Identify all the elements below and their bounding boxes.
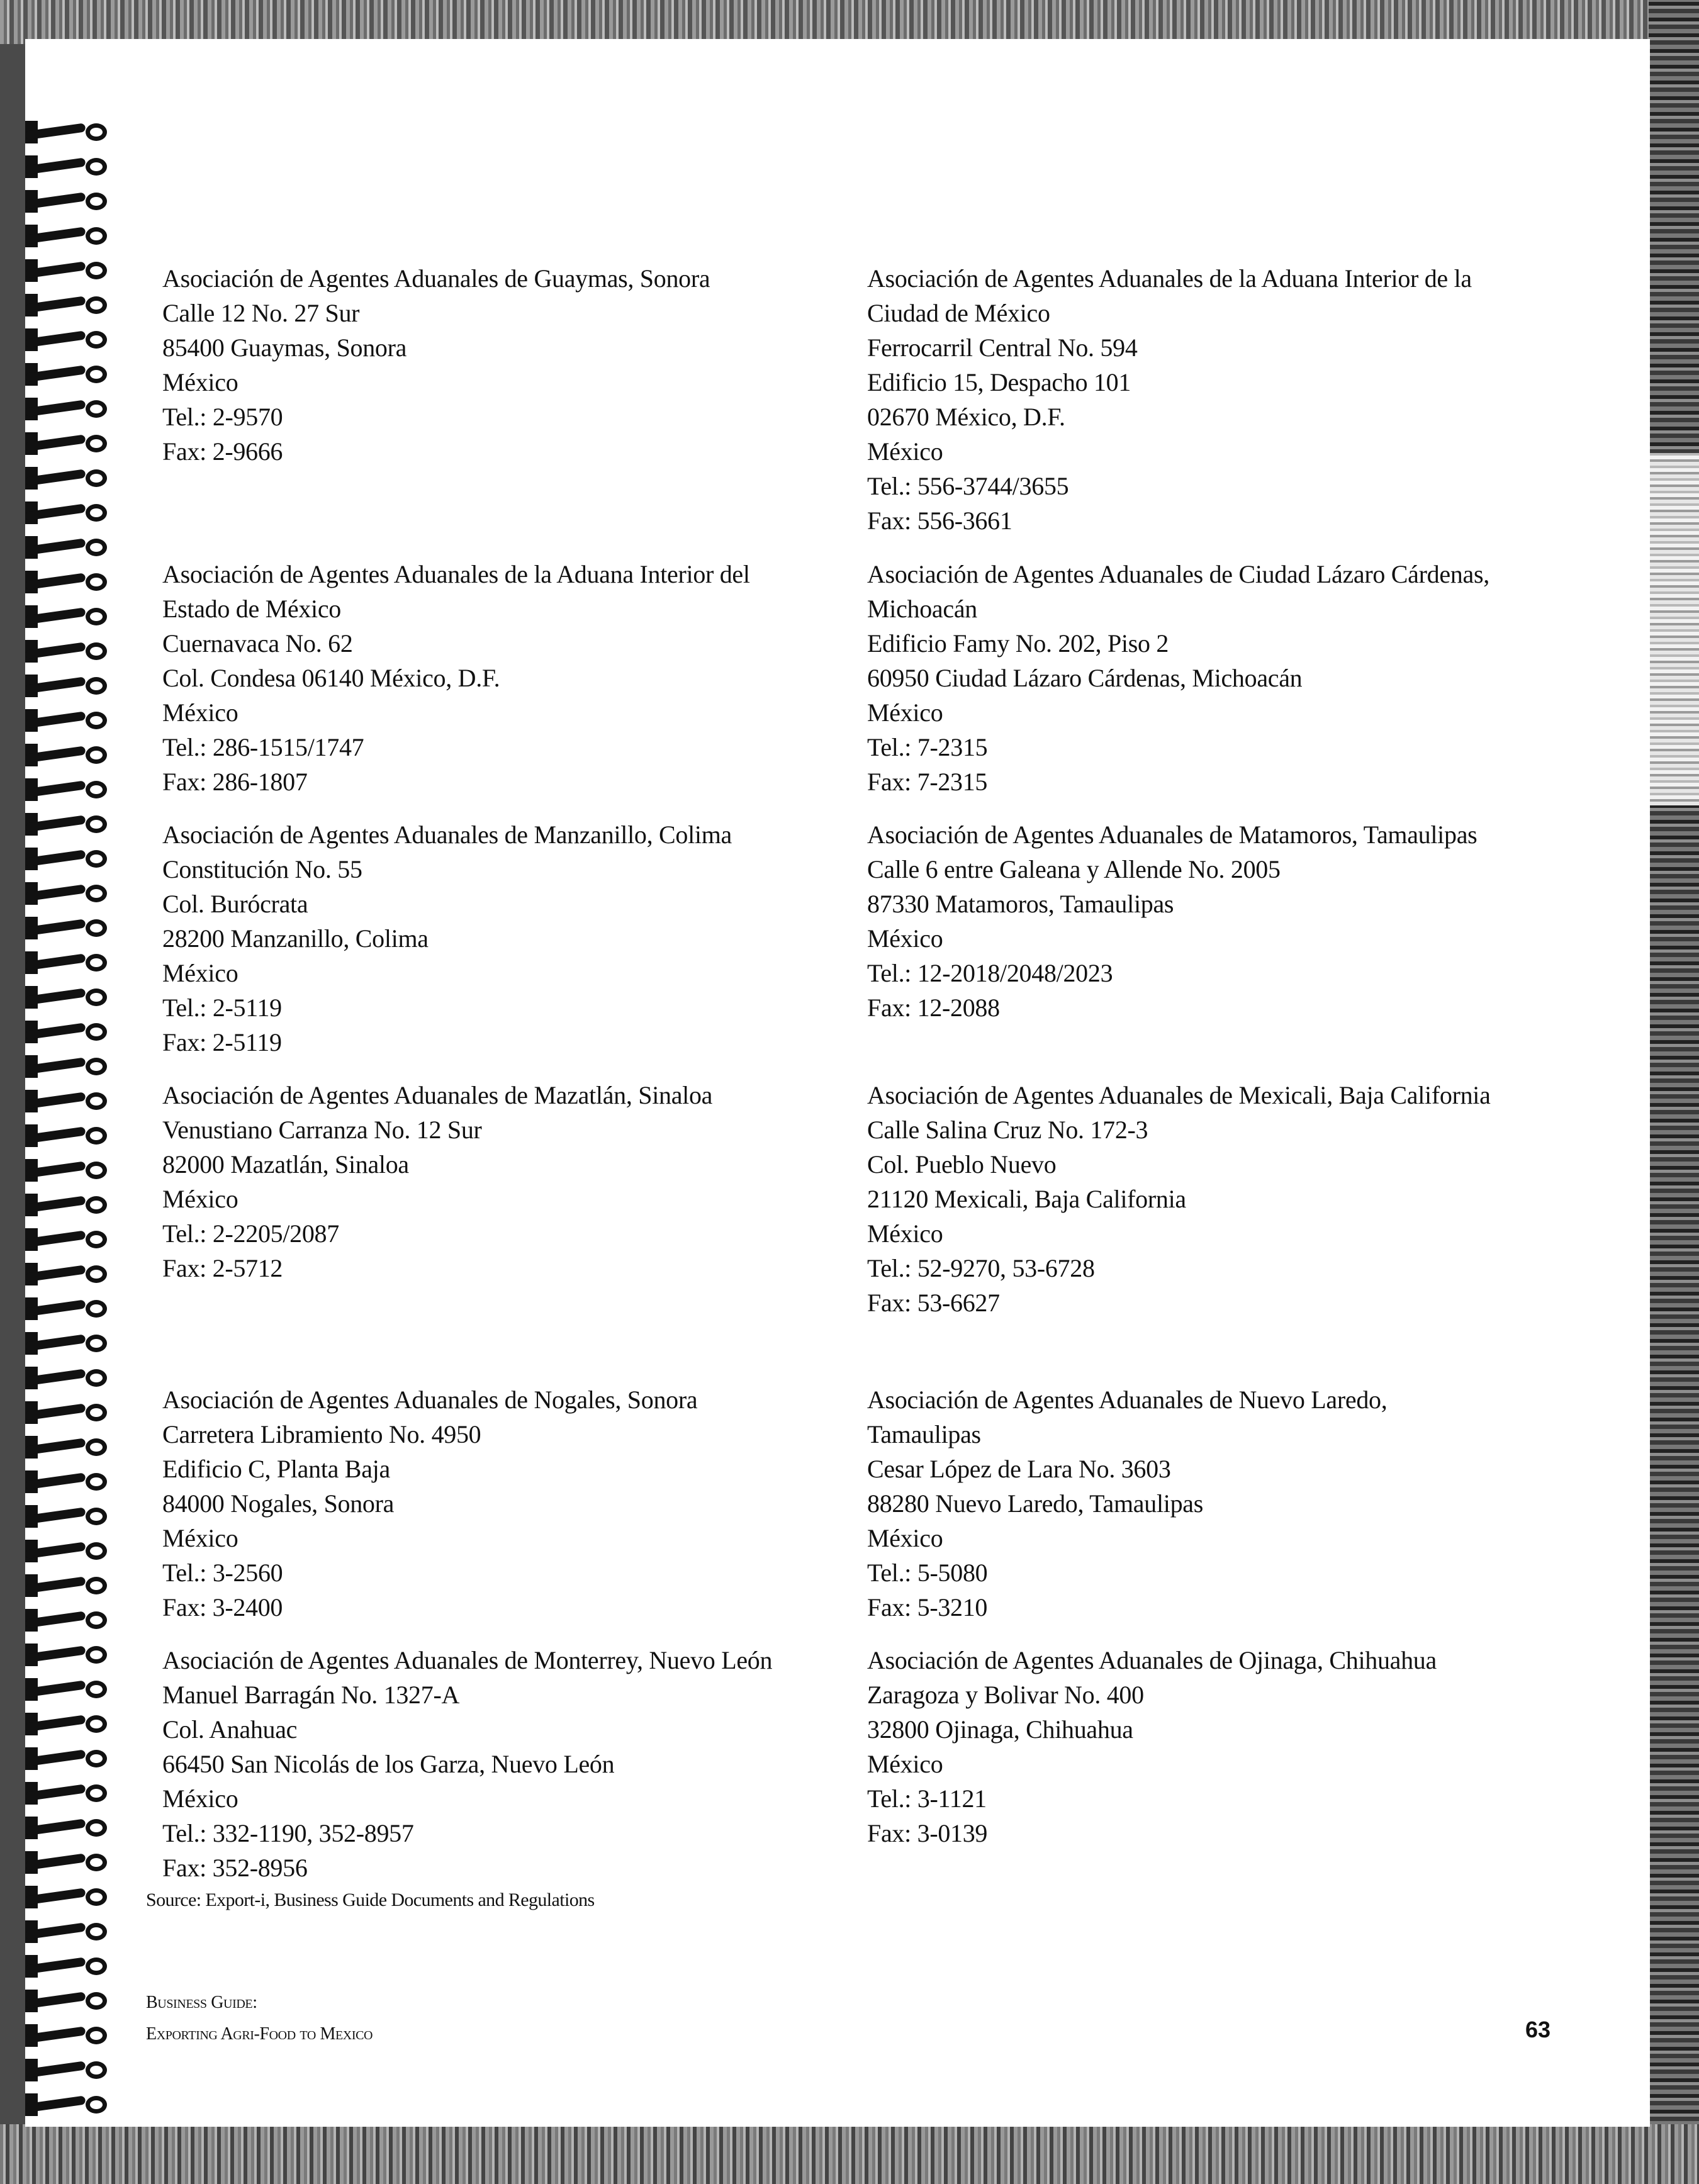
address-line: Carretera Libramiento No. 4950	[162, 1420, 481, 1448]
binding-coil	[25, 467, 110, 490]
scan-edge-right	[1649, 0, 1699, 2184]
binding-coil	[25, 432, 110, 455]
binding-coil	[25, 640, 110, 663]
fax-line: Fax: 2-9666	[162, 437, 283, 466]
binding-coil	[25, 1436, 110, 1459]
binding-coil	[25, 1817, 110, 1839]
association-name: Asociación de Agentes Aduanales de la Aduana Interior del	[162, 560, 750, 588]
binding-coil	[25, 1609, 110, 1632]
address-entry	[867, 261, 1547, 538]
country-line: México	[162, 959, 238, 987]
address-line: Manuel Barragán No. 1327-A	[162, 1681, 460, 1709]
binding-coil	[25, 398, 110, 420]
address-line: 87330 Matamoros, Tamaulipas	[867, 890, 1174, 918]
binding-coil	[25, 1367, 110, 1389]
phone-line: Tel.: 52-9270, 53-6728	[867, 1254, 1095, 1282]
binding-coil	[25, 1297, 110, 1320]
binding-coil	[25, 1644, 110, 1666]
address-line: Col. Burócrata	[162, 890, 308, 918]
association-name: Asociación de Agentes Aduanales de Mazatlán, Sinaloa	[162, 1081, 713, 1109]
association-name: Ciudad de México	[867, 299, 1050, 327]
association-name: Asociación de Agentes Aduanales de Mexicali, Baja California	[867, 1081, 1491, 1109]
binding-coil	[25, 1920, 110, 1943]
fax-line: Fax: 5-3210	[867, 1593, 988, 1621]
binding-coil	[25, 2024, 110, 2047]
binding-coil	[25, 951, 110, 974]
country-line: México	[867, 1524, 943, 1552]
fax-line: Fax: 12-2088	[867, 994, 1000, 1022]
binding-coil	[25, 1090, 110, 1112]
address-line: Venustiano Carranza No. 12 Sur	[162, 1116, 482, 1144]
binding-coil	[25, 675, 110, 697]
binding-coil	[25, 225, 110, 247]
footer-subtitle: Exporting Agri-Food to Mexico	[146, 2024, 373, 2044]
address-line: Zaragoza y Bolivar No. 400	[867, 1681, 1144, 1709]
binding-coil	[25, 536, 110, 559]
binding-coil	[25, 1055, 110, 1078]
fax-line: Fax: 53-6627	[867, 1289, 1000, 1317]
address-entry	[162, 261, 842, 469]
country-line: México	[867, 1219, 943, 1248]
association-name: Asociación de Agentes Aduanales de Guaymas, Sonora	[162, 264, 710, 293]
phone-line: Tel.: 3-1121	[867, 1784, 987, 1813]
running-footer	[146, 1987, 373, 2050]
fax-line: Fax: 3-0139	[867, 1819, 988, 1847]
phone-line: Tel.: 286-1515/1747	[162, 733, 364, 761]
address-entry	[162, 817, 842, 1060]
binding-coil	[25, 1505, 110, 1528]
binding-coil	[25, 882, 110, 905]
scan-edge-bottom	[0, 2124, 1699, 2184]
fax-line: Fax: 352-8956	[162, 1854, 308, 1882]
address-entry	[162, 1643, 842, 1885]
fax-line: Fax: 286-1807	[162, 768, 308, 796]
country-line: México	[162, 698, 238, 727]
address-line: Edificio C, Planta Baja	[162, 1455, 390, 1483]
binding-coil	[25, 1228, 110, 1251]
address-entry	[162, 1078, 842, 1285]
binding-coil	[25, 986, 110, 1009]
binding-coil	[25, 259, 110, 282]
address-line: Cesar López de Lara No. 3603	[867, 1455, 1171, 1483]
binding-coil	[25, 1886, 110, 1908]
country-line: México	[867, 924, 943, 953]
address-line: Edificio Famy No. 202, Piso 2	[867, 629, 1169, 658]
phone-line: Tel.: 332-1190, 352-8957	[162, 1819, 414, 1847]
binding-coil	[25, 744, 110, 766]
footer-title: Business Guide:	[146, 1993, 257, 2012]
address-line: Col. Pueblo Nuevo	[867, 1150, 1057, 1179]
association-name: Asociación de Agentes Aduanales de Manzanillo, Colima	[162, 820, 732, 849]
phone-line: Tel.: 7-2315	[867, 733, 988, 761]
phone-line: Tel.: 2-9570	[162, 403, 283, 431]
phone-line: Tel.: 3-2560	[162, 1559, 283, 1587]
association-name: Asociación de Agentes Aduanales de Nogales, Sonora	[162, 1386, 698, 1414]
association-name: Michoacán	[867, 595, 977, 623]
binding-coil	[25, 2093, 110, 2116]
binding-coil	[25, 1747, 110, 1770]
spiral-binding	[25, 121, 120, 2159]
address-entry	[162, 1382, 842, 1625]
address-line: 82000 Mazatlán, Sinaloa	[162, 1150, 409, 1179]
address-line: 21120 Mexicali, Baja California	[867, 1185, 1186, 1213]
binding-coil	[25, 1332, 110, 1355]
association-name: Asociación de Agentes Aduanales de la Aduana Interior de la	[867, 264, 1472, 293]
address-line: Col. Condesa 06140 México, D.F.	[162, 664, 500, 692]
association-name: Asociación de Agentes Aduanales de Ojinaga, Chihuahua	[867, 1646, 1437, 1674]
binding-coil	[25, 1470, 110, 1493]
binding-coil	[25, 1540, 110, 1562]
binding-coil	[25, 1782, 110, 1805]
binding-coil	[25, 1194, 110, 1216]
address-line: Constitución No. 55	[162, 855, 362, 883]
address-entry	[867, 1643, 1547, 1851]
country-line: México	[162, 1185, 238, 1213]
binding-coil	[25, 1124, 110, 1147]
address-line: 84000 Nogales, Sonora	[162, 1489, 395, 1518]
binding-coil	[25, 1851, 110, 1874]
binding-coil	[25, 605, 110, 628]
binding-coil	[25, 190, 110, 213]
binding-coil	[25, 1713, 110, 1735]
phone-line: Tel.: 2-5119	[162, 994, 282, 1022]
address-line: Cuernavaca No. 62	[162, 629, 353, 658]
country-line: México	[867, 698, 943, 727]
address-line: Calle 6 entre Galeana y Allende No. 2005	[867, 855, 1281, 883]
binding-coil	[25, 1678, 110, 1701]
address-line: Ferrocarril Central No. 594	[867, 333, 1138, 362]
address-entry	[162, 557, 842, 799]
binding-coil	[25, 709, 110, 732]
binding-coil	[25, 1990, 110, 2012]
address-line: 85400 Guaymas, Sonora	[162, 333, 407, 362]
association-name: Asociación de Agentes Aduanales de Ciudad Lázaro Cárdenas,	[867, 560, 1489, 588]
address-line: 02670 México, D.F.	[867, 403, 1065, 431]
binding-coil	[25, 571, 110, 593]
country-line: México	[867, 1750, 943, 1778]
binding-coil	[25, 294, 110, 316]
address-line: 60950 Ciudad Lázaro Cárdenas, Michoacán	[867, 664, 1303, 692]
binding-coil	[25, 1159, 110, 1182]
binding-coil	[25, 1263, 110, 1285]
fax-line: Fax: 7-2315	[867, 768, 988, 796]
fax-line: Fax: 2-5119	[162, 1028, 282, 1056]
binding-coil	[25, 363, 110, 386]
source-note: Source: Export-i, Business Guide Documents and Regulations	[146, 1890, 595, 1910]
binding-coil	[25, 1574, 110, 1597]
address-entry	[867, 1382, 1547, 1625]
phone-line: Tel.: 12-2018/2048/2023	[867, 959, 1113, 987]
country-line: México	[162, 1784, 238, 1813]
binding-coil	[25, 2059, 110, 2081]
page-number: 63	[1525, 2017, 1551, 2042]
address-line: 66450 San Nicolás de los Garza, Nuevo León	[162, 1750, 615, 1778]
binding-coil	[25, 813, 110, 836]
address-line: 28200 Manzanillo, Colima	[162, 924, 429, 953]
fax-line: Fax: 556-3661	[867, 507, 1012, 535]
country-line: México	[162, 1524, 238, 1552]
binding-coil	[25, 121, 110, 143]
binding-coil	[25, 848, 110, 870]
binding-coil	[25, 917, 110, 939]
address-line: Calle 12 No. 27 Sur	[162, 299, 360, 327]
document-page	[25, 39, 1650, 2127]
address-entry	[867, 1078, 1547, 1320]
binding-coil	[25, 1401, 110, 1424]
address-line: Col. Anahuac	[162, 1715, 298, 1744]
binding-coil	[25, 501, 110, 524]
binding-coil	[25, 1021, 110, 1043]
association-name: Asociación de Agentes Aduanales de Matamoros, Tamaulipas	[867, 820, 1478, 849]
scan-edge-top	[0, 0, 1699, 44]
fax-line: Fax: 3-2400	[162, 1593, 283, 1621]
address-entry	[867, 817, 1547, 1025]
phone-line: Tel.: 556-3744/3655	[867, 472, 1069, 500]
country-line: México	[162, 368, 238, 396]
phone-line: Tel.: 5-5080	[867, 1559, 988, 1587]
association-name: Asociación de Agentes Aduanales de Nuevo Laredo,	[867, 1386, 1388, 1414]
binding-coil	[25, 155, 110, 178]
binding-coil	[25, 1955, 110, 1978]
address-line: Edificio 15, Despacho 101	[867, 368, 1131, 396]
association-name: Estado de México	[162, 595, 342, 623]
fax-line: Fax: 2-5712	[162, 1254, 283, 1282]
binding-coil	[25, 328, 110, 351]
scan-edge-right-highlight	[1649, 453, 1699, 805]
association-name: Tamaulipas	[867, 1420, 981, 1448]
address-entry	[867, 557, 1547, 799]
address-line: 88280 Nuevo Laredo, Tamaulipas	[867, 1489, 1203, 1518]
address-line: 32800 Ojinaga, Chihuahua	[867, 1715, 1133, 1744]
association-name: Asociación de Agentes Aduanales de Monterrey, Nuevo León	[162, 1646, 773, 1674]
country-line: México	[867, 437, 943, 466]
phone-line: Tel.: 2-2205/2087	[162, 1219, 339, 1248]
binding-coil	[25, 778, 110, 801]
address-line: Calle Salina Cruz No. 172-3	[867, 1116, 1148, 1144]
